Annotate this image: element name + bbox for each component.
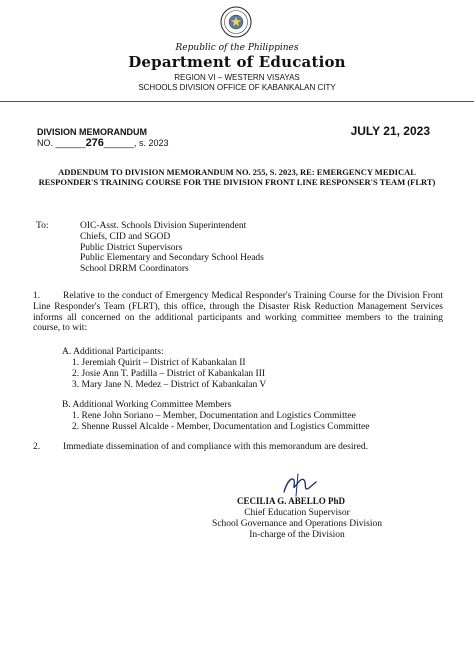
recipient-item: Public District Supervisors	[80, 242, 183, 253]
memo-date: JULY 21, 2023	[350, 124, 430, 138]
recipient-item: School DRRM Coordinators	[80, 264, 189, 275]
recipient-list	[80, 221, 264, 275]
paragraph-1	[33, 291, 443, 334]
section-b-list	[72, 411, 370, 433]
region-line: REGION VI – WESTERN VISAYAS	[174, 73, 300, 82]
paragraph-2-text: Immediate dissemination of and compliance with this memorandum are desired.	[63, 442, 368, 452]
committee-member-item: 2. Shenne Russel Alcalde - Member, Documentation and Logistics Committee	[72, 422, 370, 432]
paragraph-2-number: 2.	[33, 442, 41, 452]
signatory-title: Chief Education Supervisor	[244, 508, 350, 518]
signatory-details	[197, 508, 397, 541]
signatory-charge: In-charge of the Division	[249, 530, 345, 540]
memo-number-line: NO. ______276______, s. 2023	[37, 137, 169, 149]
recipient-item: OIC-Asst. Schools Division Superintendent	[80, 221, 247, 231]
memo-number: 276	[85, 137, 104, 149]
section-b-title: B. Additional Working Committee Members	[62, 400, 232, 410]
deped-seal-icon	[220, 6, 252, 38]
section-a-title: A. Additional Participants:	[62, 347, 164, 357]
republic-line: Republic of the Philippines	[175, 43, 299, 53]
memo-no-prefix: NO.	[37, 138, 56, 148]
participant-item: 3. Mary Jane N. Medez – District of Kabankalan V	[72, 380, 267, 390]
memo-series: , s. 2023	[133, 138, 169, 148]
recipient-item: Chiefs, CID and SGOD	[80, 231, 171, 242]
header-divider	[0, 101, 474, 102]
memo-label: DIVISION MEMORANDUM	[37, 127, 147, 137]
division-office-line: SCHOOLS DIVISION OFFICE OF KABANKALAN CITY	[138, 83, 336, 92]
signatory-name: CECILIA G. ABELLO PhD	[237, 496, 346, 506]
recipient-item: Public Elementary and Secondary School Heads	[80, 253, 264, 264]
signatory-office: School Governance and Operations Division	[212, 519, 382, 529]
department-name: Department of Education	[128, 53, 346, 71]
to-label: To:	[36, 221, 49, 231]
paragraph-2	[33, 442, 368, 452]
participant-item: 2. Josie Ann T. Padilla – District of Kabankalan III	[72, 369, 266, 379]
committee-member-item: 1. Rene John Soriano – Member, Documentation and Logistics Committee	[72, 411, 356, 421]
section-a-list	[72, 358, 266, 391]
memo-subject: ADDENDUM TO DIVISION MEMORANDUM NO. 255, S. 2023, RE: EMERGENCY MEDICAL RESPONDER'S TRAINING COURSE FOR THE DIVISION FRONT LINE RESPONSER'S TEAM (FLRT)	[38, 167, 436, 187]
participant-item: 1. Jeremiah Quirit – District of Kabankalan II	[72, 358, 246, 368]
paragraph-1-number: 1.	[33, 291, 41, 301]
paragraph-1-text: Relative to the conduct of Emergency Medical Responder's Training Course for the Division Front Line Responder's Team (FLRT), this office, through the Disaster Risk Reduction Management Services informs all concerned on the additional participants and working committee members to the training course, to wit:	[33, 291, 443, 334]
